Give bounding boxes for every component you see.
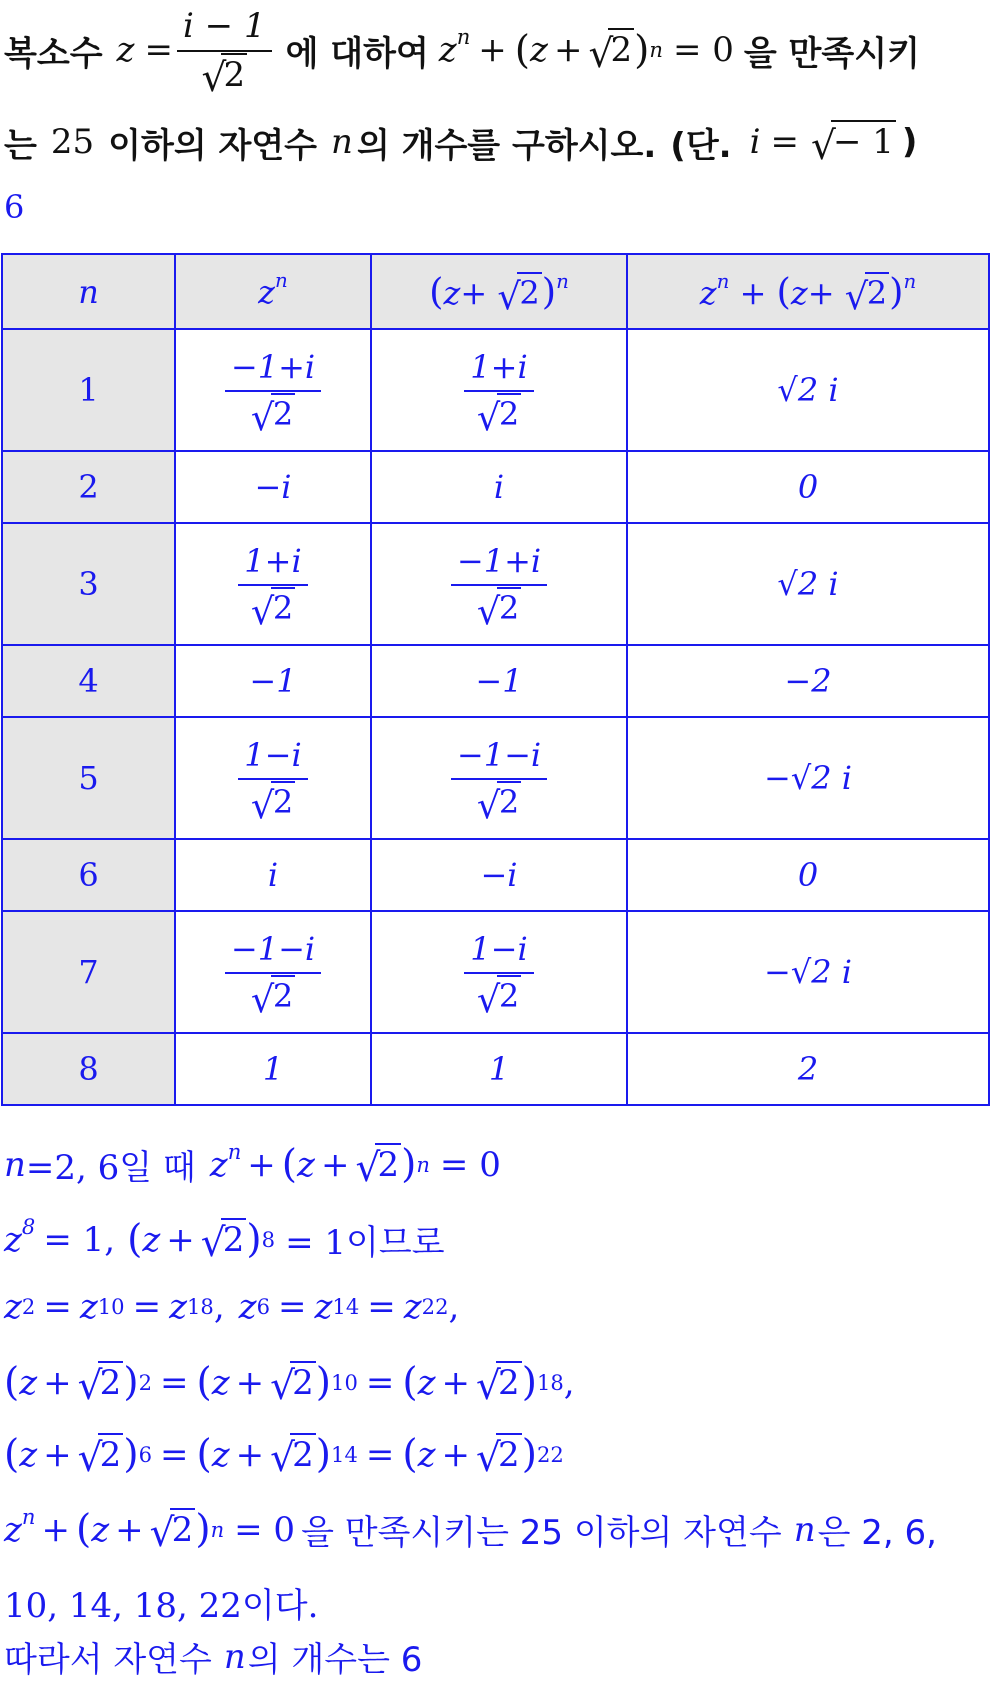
- cell-n: 3: [2, 523, 175, 645]
- header-zn: $z^n$: [175, 254, 371, 329]
- fraction: [464, 347, 533, 439]
- sqrt-icon: √ 2: [250, 976, 294, 1021]
- solution-line-8: 따라서 자연수 n 의 개수는 6: [4, 1636, 423, 1680]
- solution-line-4: ( z + √ 2 ) 2 = ( z + √ 2 ) 10 = ( z + √ 2 ) 18 ,: [4, 1360, 575, 1410]
- table-row: [2, 451, 989, 523]
- equals-sign: =: [144, 30, 173, 70]
- fraction-numerator: −1−i: [456, 735, 542, 774]
- solution-line-2: $z^8$ = 1, ( z + √ 2 ) 8 = 1이므로: [4, 1213, 445, 1267]
- fraction: [238, 541, 307, 633]
- fraction-numerator: 1−i: [244, 735, 302, 774]
- sqrt-icon: √ − 1: [810, 122, 894, 169]
- fraction-numerator: 1+i: [470, 347, 528, 386]
- sqrt-icon: √ 2: [476, 976, 520, 1021]
- cell-wn: [371, 1033, 627, 1105]
- table-row: [2, 523, 989, 645]
- cell-zn: [175, 523, 371, 645]
- cell-wn: [371, 717, 627, 839]
- cell-n: 5: [2, 717, 175, 839]
- cell-zn: [175, 1033, 371, 1105]
- table-row: [2, 911, 989, 1033]
- fraction-numerator: 1+i: [244, 541, 302, 580]
- cell-n: 2: [2, 451, 175, 523]
- sqrt-icon: √ 2: [250, 782, 294, 827]
- fraction: [464, 929, 533, 1021]
- problem-line-2: 는 25 이하의 자연수 n 의 개수를 구하시오. (단. i = √ − 1 ): [4, 122, 918, 169]
- fraction-numerator: −1+i: [456, 541, 542, 580]
- fraction-denominator: 2: [498, 976, 520, 1015]
- cell-sum: −√2 i: [627, 911, 989, 1033]
- cell-zn: [175, 451, 371, 523]
- header-sum: $z^n + (z+$ √ 2)$^n$: [627, 254, 989, 329]
- cell-value: −1: [475, 662, 523, 700]
- solution-table: [1, 253, 990, 1106]
- cell-wn: [371, 523, 627, 645]
- fraction: [451, 541, 547, 633]
- equation-main: $z^n$: [438, 24, 471, 70]
- sqrt-icon: √ 2: [476, 782, 520, 827]
- table-row: [2, 329, 989, 451]
- sqrt-icon: √ 2: [250, 588, 294, 633]
- cell-n: 4: [2, 645, 175, 717]
- cell-sum: 0: [627, 839, 989, 911]
- fraction: [225, 347, 321, 439]
- solution-line-3: z 2 = z 10 = z 18 , z 6 = z 14 = z 22 ,: [4, 1287, 460, 1327]
- fraction: [238, 735, 307, 827]
- cell-value: i: [493, 468, 505, 506]
- fraction: [451, 735, 547, 827]
- fraction-denominator: 2: [272, 976, 294, 1015]
- solution-line-1: n =2, 6일 때 $z^n$ + ( z + √ 2 ) n = 0: [4, 1138, 501, 1192]
- cell-sum: √2 i: [627, 329, 989, 451]
- var-z: z: [116, 30, 135, 70]
- cell-zn: [175, 911, 371, 1033]
- cell-value: −i: [254, 468, 292, 506]
- cell-n: 1: [2, 329, 175, 451]
- fraction-denominator: 2: [272, 394, 294, 433]
- sqrt-icon: √ 2: [250, 394, 294, 439]
- cell-n: 6: [2, 839, 175, 911]
- problem-line-1: 복소수 z = i − 1 √ 2 에 대하여 $z^n$ + ( z + √ 2 ) n = 0 을 만족시키: [4, 5, 920, 102]
- z-numerator: i − 1: [182, 5, 266, 46]
- problem-lead: 복소수: [4, 33, 103, 74]
- answer-value: 6: [4, 188, 25, 226]
- sqrt-icon: √ 2: [588, 30, 633, 77]
- fraction-numerator: 1−i: [470, 929, 528, 968]
- table-row: [2, 839, 989, 911]
- fraction-denominator: 2: [272, 782, 294, 821]
- table-header-row: [2, 254, 989, 329]
- fraction-denominator: 2: [272, 588, 294, 627]
- solution-line-7: 10, 14, 18, 22이다.: [4, 1586, 319, 1626]
- cell-sum: √2 i: [627, 523, 989, 645]
- cell-zn: [175, 717, 371, 839]
- table-row: [2, 645, 989, 717]
- sqrt-icon: √ 2: [476, 588, 520, 633]
- cell-n: 7: [2, 911, 175, 1033]
- cell-value: −1: [249, 662, 297, 700]
- table-row: [2, 717, 989, 839]
- sqrt-icon: √ 2: [476, 394, 520, 439]
- cell-zn: [175, 645, 371, 717]
- table-row: [2, 1033, 989, 1105]
- solution-line-6: $z^n$ + ( z + √ 2 ) n = 0 을 만족시키는 25 이하의 자연수 n 은 2, 6,: [4, 1503, 937, 1557]
- cell-wn: [371, 645, 627, 717]
- problem-mid1: 에 대하여: [285, 33, 429, 74]
- cell-sum: 0: [627, 451, 989, 523]
- fraction: [225, 929, 321, 1021]
- cell-value: 1: [262, 1050, 284, 1088]
- cell-wn: [371, 451, 627, 523]
- problem-mid2: 을 만족시키: [743, 33, 920, 74]
- fraction-denominator: 2: [498, 394, 520, 433]
- cell-value: i: [267, 856, 279, 894]
- cell-zn: [175, 839, 371, 911]
- z-definition-fraction: [177, 5, 272, 102]
- cell-zn: [175, 329, 371, 451]
- cell-sum: −2: [627, 645, 989, 717]
- cell-sum: 2: [627, 1033, 989, 1105]
- header-wn: (z+ √ 2)$^n$: [371, 254, 627, 329]
- cell-wn: [371, 839, 627, 911]
- cell-wn: [371, 329, 627, 451]
- cell-n: 8: [2, 1033, 175, 1105]
- fraction-denominator: 2: [498, 588, 520, 627]
- solution-line-5: ( z + √ 2 ) 6 = ( z + √ 2 ) 14 = ( z + √ 2 ) 22: [4, 1432, 564, 1482]
- fraction-denominator: 2: [498, 782, 520, 821]
- cell-sum: −√2 i: [627, 717, 989, 839]
- header-n: n: [2, 254, 175, 329]
- sqrt-icon: √ 2: [201, 54, 246, 102]
- cell-value: −i: [480, 856, 518, 894]
- cell-wn: [371, 911, 627, 1033]
- fraction-numerator: −1+i: [230, 347, 316, 386]
- cell-value: 1: [488, 1050, 510, 1088]
- fraction-numerator: −1−i: [230, 929, 316, 968]
